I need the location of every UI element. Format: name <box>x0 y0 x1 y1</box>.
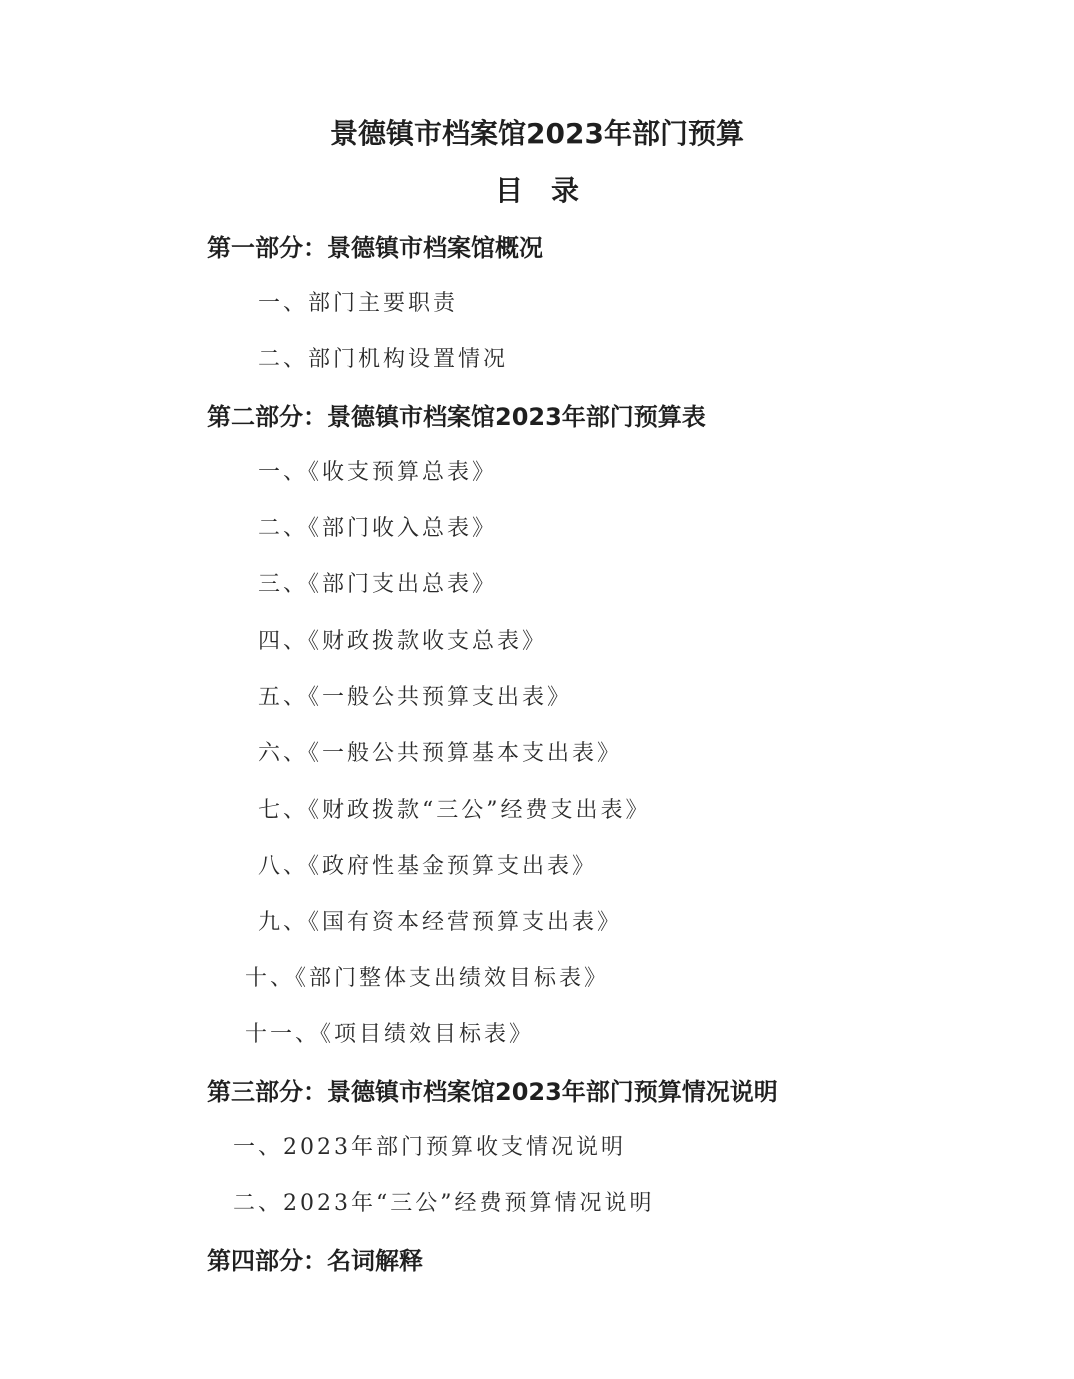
toc-entry: 六、《一般公共预算基本支出表》 <box>258 741 623 766</box>
toc-entry: 五、《一般公共预算支出表》 <box>258 685 573 710</box>
toc-entry: 二、《部门收入总表》 <box>258 516 498 541</box>
toc-entry: 四、《财政拨款收支总表》 <box>258 629 548 654</box>
toc-entry: 十、《部门整体支出绩效目标表》 <box>245 966 610 991</box>
toc-entry: 二、2023年“三公”经费预算情况说明 <box>233 1191 655 1216</box>
toc-entry: 八、《政府性基金预算支出表》 <box>258 854 598 879</box>
toc-heading: 目录 <box>494 174 607 207</box>
toc-entry: 一、《收支预算总表》 <box>258 460 498 485</box>
document-title: 景德镇市档案馆2023年部门预算 <box>330 117 744 150</box>
toc-entry: 一、部门主要职责 <box>258 291 459 316</box>
toc-entry: 一、2023年部门预算收支情况说明 <box>233 1135 626 1160</box>
toc-entry: 九、《国有资本经营预算支出表》 <box>258 910 623 935</box>
toc-entry: 三、《部门支出总表》 <box>258 572 498 597</box>
toc-part-1-heading: 第一部分：景德镇市档案馆概况 <box>207 234 543 262</box>
toc-part-3-heading: 第三部分：景德镇市档案馆2023年部门预算情况说明 <box>207 1078 778 1106</box>
toc-entry: 二、部门机构设置情况 <box>258 347 509 372</box>
toc-entry: 十一、《项目绩效目标表》 <box>245 1022 535 1047</box>
toc-part-2-heading: 第二部分：景德镇市档案馆2023年部门预算表 <box>207 403 706 431</box>
toc-entry: 七、《财政拨款“三公”经费支出表》 <box>258 798 651 823</box>
toc-part-4-heading: 第四部分：名词解释 <box>207 1247 423 1275</box>
